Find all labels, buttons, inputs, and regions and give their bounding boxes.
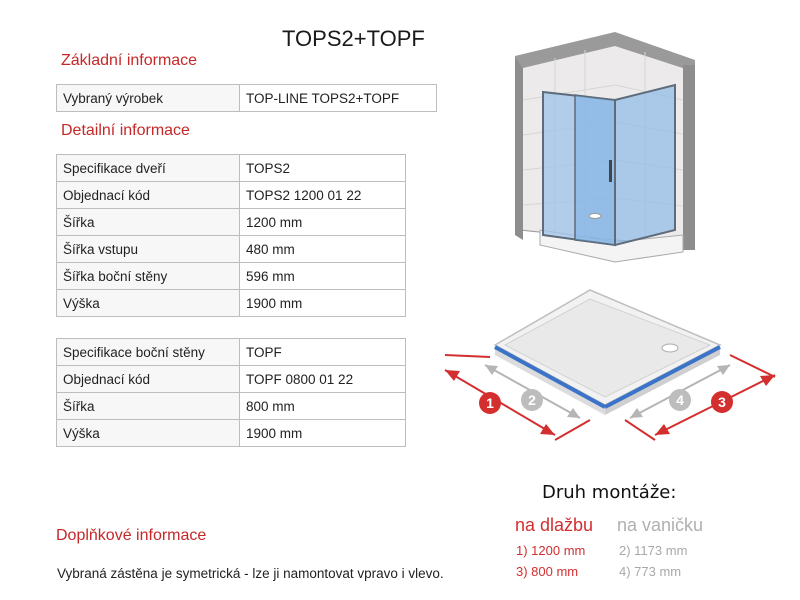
table-row bbox=[57, 393, 406, 420]
row-key: Specifikace boční stěny bbox=[57, 339, 240, 366]
row-key: Šířka bbox=[57, 209, 240, 236]
dimension-diagram bbox=[430, 285, 790, 455]
dimension-2: 2) 1173 mm bbox=[619, 543, 688, 558]
row-value: 1200 mm bbox=[240, 209, 406, 236]
row-value: 1900 mm bbox=[240, 420, 406, 447]
row-key: Objednací kód bbox=[57, 366, 240, 393]
page-title: TOPS2+TOPF bbox=[282, 26, 425, 51]
table-row bbox=[57, 420, 406, 447]
row-key: Výška bbox=[57, 290, 240, 317]
door-spec-table bbox=[56, 154, 406, 317]
table-row bbox=[57, 339, 406, 366]
table-row bbox=[57, 263, 406, 290]
table-row bbox=[57, 209, 406, 236]
table-row bbox=[57, 366, 406, 393]
row-value: 1900 mm bbox=[240, 290, 406, 317]
mounting-option-tray[interactable]: na vaničku bbox=[617, 515, 704, 535]
row-value: TOPS2 1200 01 22 bbox=[240, 182, 406, 209]
marker-4 bbox=[669, 389, 691, 411]
row-value: TOPS2 bbox=[240, 155, 406, 182]
row-key: Šířka boční stěny bbox=[57, 263, 240, 290]
table-row bbox=[57, 155, 406, 182]
row-value: 800 mm bbox=[240, 393, 406, 420]
table-row bbox=[57, 85, 437, 112]
row-value: TOP-LINE TOPS2+TOPF bbox=[240, 85, 437, 112]
dimension-1: 1) 1200 mm bbox=[516, 543, 586, 558]
row-value: TOPF bbox=[240, 339, 406, 366]
row-value: 596 mm bbox=[240, 263, 406, 290]
shower-enclosure-illustration bbox=[505, 30, 695, 280]
row-key: Objednací kód bbox=[57, 182, 240, 209]
row-key: Výška bbox=[57, 420, 240, 447]
marker-2 bbox=[521, 389, 543, 411]
table-row bbox=[57, 236, 406, 263]
basic-info-heading: Základní informace bbox=[61, 52, 198, 69]
marker-3 bbox=[711, 391, 733, 413]
row-key: Šířka bbox=[57, 393, 240, 420]
marker-label: 3 bbox=[718, 394, 726, 410]
row-value: TOPF 0800 01 22 bbox=[240, 366, 406, 393]
mounting-heading: Druh montáže: bbox=[542, 482, 677, 503]
marker-label: 1 bbox=[486, 395, 494, 411]
marker-label: 4 bbox=[676, 392, 684, 408]
marker-label: 2 bbox=[528, 392, 536, 408]
mounting-option-tiles[interactable]: na dlažbu bbox=[515, 515, 594, 535]
marker-1 bbox=[479, 392, 501, 414]
row-key: Specifikace dveří bbox=[57, 155, 240, 182]
table-row bbox=[57, 182, 406, 209]
row-value: 480 mm bbox=[240, 236, 406, 263]
row-key: Šířka vstupu bbox=[57, 236, 240, 263]
side-wall-spec-table bbox=[56, 338, 406, 447]
dimension-4: 4) 773 mm bbox=[619, 564, 682, 579]
row-key: Vybraný výrobek bbox=[57, 85, 240, 112]
basic-info-table bbox=[56, 84, 437, 112]
additional-info-heading: Doplňkové informace bbox=[56, 527, 207, 544]
additional-info-text: Vybraná zástěna je symetrická - lze ji namontovat vpravo i vlevo. bbox=[57, 566, 444, 581]
table-row bbox=[57, 290, 406, 317]
dimension-3: 3) 800 mm bbox=[516, 564, 579, 579]
detail-info-heading: Detailní informace bbox=[61, 122, 190, 139]
